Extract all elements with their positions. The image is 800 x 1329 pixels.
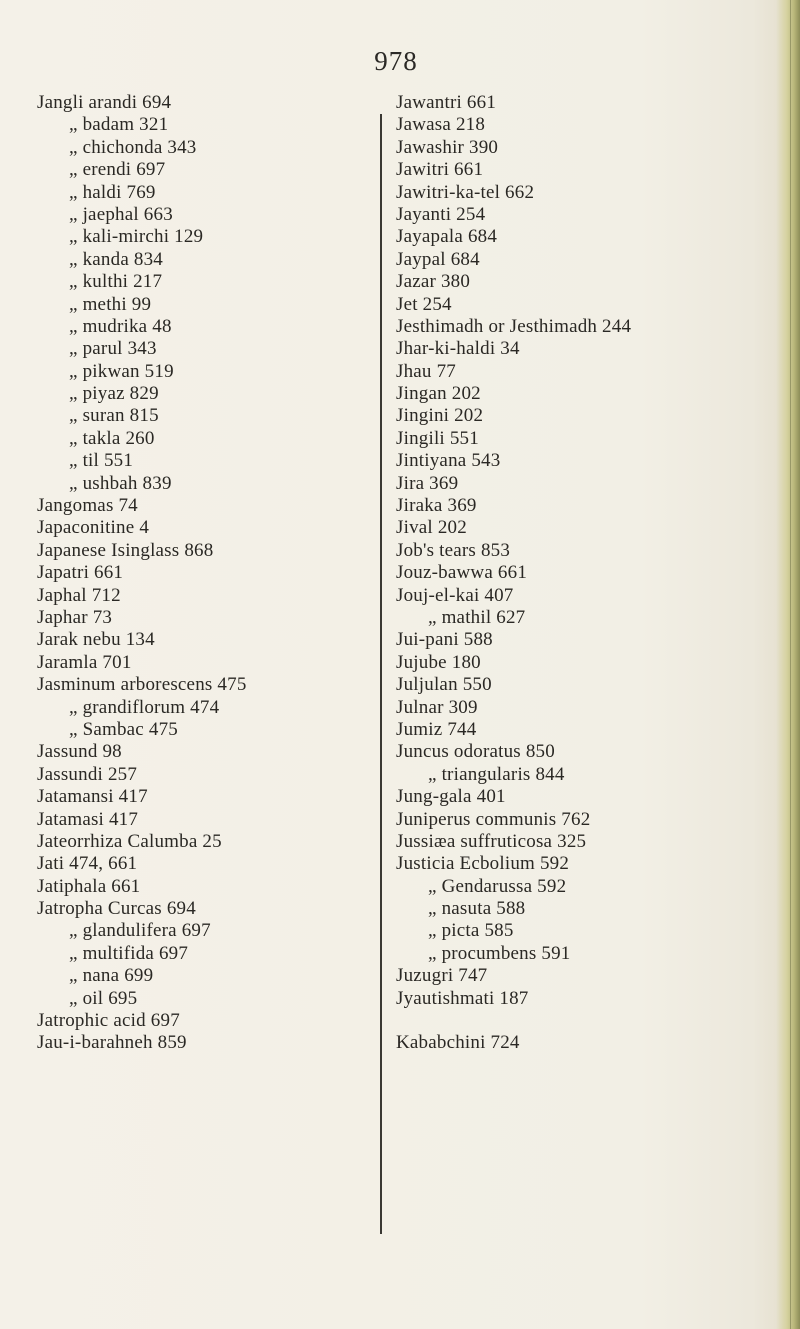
index-entry: „ til 551 (69, 450, 134, 472)
index-entry: „ multifida 697 (69, 942, 189, 964)
index-entry: Jarak nebu 134 (37, 629, 155, 651)
index-entry: „ picta 585 (428, 920, 514, 942)
page-number: 978 (374, 46, 418, 76)
index-entry: „ triangularis 844 (428, 763, 565, 785)
index-entry: „ Gendarussa 592 (428, 875, 567, 897)
index-entry: Jiraka 369 (396, 495, 477, 517)
index-entry: „ kanda 834 (69, 248, 163, 270)
index-entry: Jawitri 661 (396, 159, 484, 181)
index-entry: Job's tears 853 (396, 539, 511, 561)
index-entry: „ jaephal 663 (69, 203, 173, 225)
index-entry: Jayanti 254 (396, 203, 486, 225)
index-entry: „ procumbens 591 (428, 942, 571, 964)
index-entry: „ pikwan 519 (69, 360, 174, 382)
index-entry: „ erendi 697 (69, 159, 166, 181)
index-entry: „ kulthi 217 (69, 271, 163, 293)
index-entry: „ oil 695 (69, 987, 138, 1009)
index-entry: „ suran 815 (69, 405, 159, 427)
index-entry: Jatiphala 661 (37, 875, 141, 897)
index-entry: Jangli arandi 694 (37, 92, 172, 113)
index-entry: Juncus odoratus 850 (396, 741, 555, 763)
index-column-right (396, 92, 776, 1055)
index-entry: Jujube 180 (396, 651, 481, 673)
index-entry: Jhar-ki-haldi 34 (396, 338, 520, 360)
index-entry: Julnar 309 (396, 696, 478, 718)
index-entry: „ glandulifera 697 (69, 920, 211, 942)
index-column-left (37, 92, 372, 1055)
index-entry: Jatrophic acid 697 (37, 1010, 180, 1032)
index-entry: Jayapala 684 (396, 226, 498, 248)
index-entry: „ parul 343 (69, 338, 157, 360)
index-entry: Jatamansi 417 (37, 786, 148, 808)
index-entry: Jatamasi 417 (37, 808, 139, 830)
index-entry: Jet 254 (396, 293, 452, 315)
index-entry: Juzugri 747 (396, 965, 488, 987)
index-entry: „ nana 699 (69, 965, 154, 987)
index-entry: Jati 474, 661 (37, 853, 138, 875)
index-entry: Juljulan 550 (396, 674, 492, 696)
index-entry: Japaconitine 4 (37, 517, 150, 539)
index-entry: Jawashir 390 (396, 136, 499, 158)
index-entry: „ ushbah 839 (69, 472, 172, 494)
index-entry: Jyautishmati 187 (396, 987, 529, 1009)
index-entry: Jung-gala 401 (396, 786, 506, 808)
index-entry: Jatropha Curcas 694 (37, 898, 196, 920)
index-entry: „ mathil 627 (428, 606, 526, 628)
index-entry: Jui-pani 588 (396, 629, 493, 651)
index-entry: Jawantri 661 (396, 92, 497, 113)
index-entry: „ mudrika 48 (69, 315, 172, 337)
index-entry: Jaypal 684 (396, 248, 480, 270)
index-entry: Jingili 551 (396, 427, 479, 449)
index-entry: Japatri 661 (37, 562, 124, 584)
index-entry: Jintiyana 543 (396, 450, 501, 472)
index-entry: Jawitri-ka-tel 662 (396, 181, 535, 203)
index-entry: „ grandiflorum 474 (69, 696, 220, 718)
index-entry: Jau-i-barahneh 859 (37, 1032, 187, 1054)
index-entry: Jingini 202 (396, 405, 484, 427)
index-entry: „ haldi 769 (69, 181, 156, 203)
index-entry: „ chichonda 343 (69, 136, 197, 158)
index-entry: „ takla 260 (69, 427, 155, 449)
page-edge-line (790, 0, 791, 1329)
index-entry: Jira 369 (396, 472, 459, 494)
index-entry: Jouz-bawwa 661 (396, 562, 528, 584)
index-entry: Japhar 73 (37, 606, 113, 628)
index-entry: Jussiæa suffruticosa 325 (396, 830, 587, 852)
index-entry: Jassund 98 (37, 741, 122, 763)
index-entry: Jesthimadh or Jesthimadh 244 (396, 315, 632, 337)
index-entry: „ kali-mirchi 129 (69, 226, 204, 248)
index-entry: Jival 202 (396, 517, 467, 539)
index-entry: Jawasa 218 (396, 114, 486, 136)
index-entry: Jangomas 74 (37, 495, 138, 517)
index-entry: Jazar 380 (396, 271, 471, 293)
index-entry: „ nasuta 588 (428, 898, 526, 920)
column-divider (380, 114, 382, 1234)
index-entry: Juniperus communis 762 (396, 808, 591, 830)
index-spacer (396, 1010, 776, 1032)
index-entry: Jassundi 257 (37, 763, 138, 785)
index-entry: Japhal 712 (37, 584, 121, 606)
index-entry: „ piyaz 829 (69, 383, 159, 405)
index-entry: „ Sambac 475 (69, 718, 178, 740)
index-entry: „ methi 99 (69, 293, 152, 315)
index-entry: Japanese Isinglass 868 (37, 539, 214, 561)
index-entry: Kababchini 724 (396, 1032, 520, 1054)
index-entry: Jhau 77 (396, 360, 456, 382)
index-entry: Jouj-el-kai 407 (396, 584, 514, 606)
index-entry: Jasminum arborescens 475 (37, 674, 247, 696)
index-entry: „ badam 321 (69, 114, 169, 136)
index-entry: Jumiz 744 (396, 718, 477, 740)
index-entry: Jingan 202 (396, 383, 481, 405)
index-entry: Jaramla 701 (37, 651, 132, 673)
page-binding-edge (776, 0, 800, 1329)
index-entry: Jateorrhiza Calumba 25 (37, 830, 222, 852)
index-entry: Justicia Ecbolium 592 (396, 853, 570, 875)
